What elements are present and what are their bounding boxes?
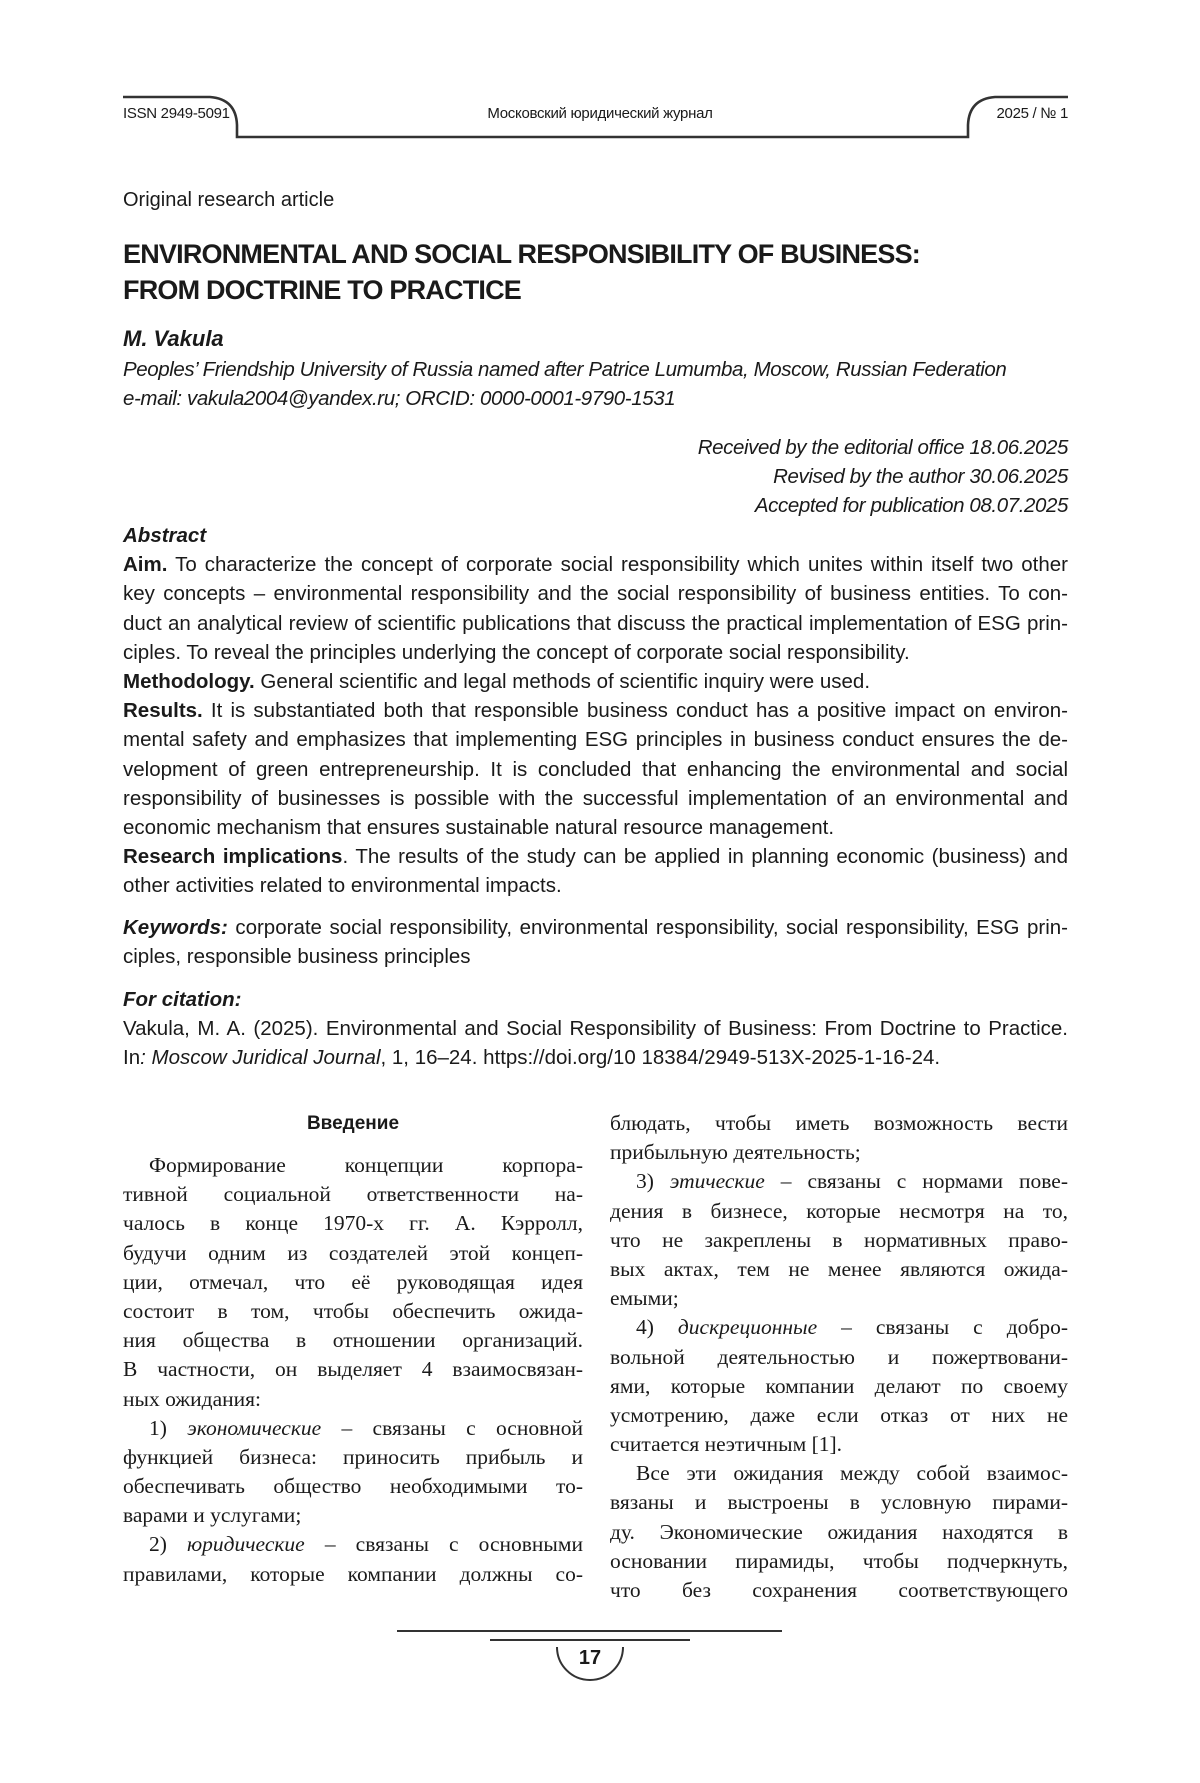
text-run: состоит в том, чтобы обеспечить ожида- [123,1299,583,1323]
issue-number: 2025 / № 1 [997,105,1068,122]
text-line-content [123,942,471,971]
text-run: 4) [636,1315,678,1339]
text-run: , 1, 16–24. https://doi.org/10 18384/2949-513X-2025-1-16-24. [381,1046,941,1069]
text-run: 1) [149,1416,187,1440]
text-run: other activities related to environmental impacts. [123,874,562,897]
text-run: . The results of the study can be applied in planning economic (business) and [342,845,1068,868]
text-line [123,1043,1068,1072]
emphasis-run: : Moscow Juridical Journal [140,1046,380,1069]
text-line-content [610,1459,1068,1488]
text-line-content [610,1518,1068,1547]
article-type: Original research article [123,189,334,212]
section-heading: Введение [123,1109,583,1138]
text-run: Все эти ожидания между собой взаимос- [636,1461,1068,1485]
text-line-content [123,1560,583,1589]
text-line [123,1151,583,1180]
text-run: варами и услугами; [123,1503,301,1527]
text-line-content [123,1043,940,1072]
text-line [123,1501,583,1530]
text-line [610,1255,1068,1284]
emphasis-run: Abstract [123,524,206,547]
text-line-content [123,1385,261,1414]
text-run: economic mechanism that ensures sustainable natural resource management. [123,816,834,839]
title-line: FROM DOCTRINE TO PRACTICE [123,272,920,308]
affiliation-line: Peoples’ Friendship University of Russia named after Patrice Lumumba, Moscow, Russian Federation [123,355,1006,384]
text-line-content [123,842,1068,871]
text-line [610,1343,1068,1372]
text-line [123,913,1068,942]
text-run: вольной деятельностью и пожертвовани- [610,1345,1068,1369]
text-line [123,550,1068,579]
text-line-content [123,813,834,842]
text-line-content [610,1313,1068,1342]
emphasis-run: этические [670,1169,765,1193]
text-line [123,842,1068,871]
text-line [123,985,1068,1014]
text-line-content [610,1255,1068,1284]
text-run: duct an analytical review of scientific publications that discuss the practical implementation of ESG prin- [123,612,1068,635]
text-run: дения в бизнесе, которые несмотря на то, [610,1199,1068,1223]
text-run: вязаны и выстроены в условную пирами- [610,1490,1068,1514]
text-line [123,1472,583,1501]
text-run: что не закреплены в нормативных право- [610,1228,1068,1252]
text-line [123,1209,583,1238]
text-line [123,755,1068,784]
text-run: ния общества в отношении организаций. [123,1328,583,1352]
text-line-content [123,1501,301,1530]
text-run: чалось в конце 1970-х гг. А. Кэрролл, [123,1211,583,1235]
text-line-content [123,1355,583,1384]
text-line [610,1313,1068,1342]
text-run: ciples. To reveal the principles underlying the concept of corporate social responsibility. [123,641,910,664]
text-line [123,1355,583,1384]
text-run: corporate social responsibility, environmental responsibility, social responsibility, ESG prin- [228,916,1068,939]
text-line [123,1530,583,1559]
text-line-content [123,638,910,667]
text-line-content [610,1372,1068,1401]
text-run: ду. Экономические ожидания находятся в [610,1520,1068,1544]
text-line-content [123,696,1068,725]
text-line-content [123,1180,583,1209]
article-title [123,236,920,308]
text-run: – связаны с нормами пове- [765,1169,1068,1193]
header-frame [0,0,1200,150]
text-line [123,1239,583,1268]
text-run: функцией бизнеса: приносить прибыль и [123,1445,583,1469]
text-line [123,942,1068,971]
text-run: ции, отмечал, что её руководящая идея [123,1270,583,1294]
text-run: – связаны с основными [305,1532,583,1556]
text-line [610,1401,1068,1430]
text-run: ных ожидания: [123,1387,261,1411]
left-column [123,1151,583,1589]
text-run: – связаны с добро- [817,1315,1068,1339]
emphasis-run: юридические [187,1532,305,1556]
text-run: тивной социальной ответственности на- [123,1182,583,1206]
emphasis-run: Research implications [123,845,342,868]
text-run: – связаны с основной [321,1416,583,1440]
text-line-content [123,579,1068,608]
abstract [123,521,1068,900]
text-run: правилами, которые компании должны со- [123,1562,583,1586]
keywords [123,913,1068,971]
emphasis-run: Results. [123,699,203,722]
text-line-content [123,550,1068,579]
text-line [123,784,1068,813]
text-run: General scientific and legal methods of scientific inquiry were used. [255,670,870,693]
text-line-content [123,755,1068,784]
text-run: прибыльную деятельность; [610,1140,861,1164]
text-line-content [123,1414,583,1443]
text-line [610,1459,1068,1488]
text-line-content [610,1401,1068,1430]
text-run: основании пирамиды, чтобы подчеркнуть, [610,1549,1068,1573]
accepted-date: Accepted for publication 08.07.2025 [698,491,1068,520]
text-run: считается неэтичным [1]. [610,1432,842,1456]
text-run: Vakula, M. A. (2025). Environmental and Social Responsibility of Business: From Doctrine to Practice. [123,1017,1068,1040]
text-line [123,696,1068,725]
text-line-content [123,725,1068,754]
text-line [610,1197,1068,1226]
text-run: ciples, responsible business principles [123,945,471,968]
text-line-content [123,1297,583,1326]
text-line [610,1547,1068,1576]
text-run: mental safety and emphasizes that implementing ESG principles in business conduct ensures the de- [123,728,1068,751]
text-run: responsibility of businesses is possible with the successful implementation of an environmental and [123,787,1068,810]
text-line [123,1560,583,1589]
revised-date: Revised by the author 30.06.2025 [698,462,1068,491]
text-line-content [123,1151,583,1180]
citation [123,985,1068,1073]
text-line [610,1226,1068,1255]
text-line-content [610,1138,861,1167]
text-line [123,1014,1068,1043]
text-line [610,1109,1068,1138]
emphasis-run: Aim. [123,553,167,576]
text-line-content [123,1472,583,1501]
journal-name: Московский юридический журнал [0,105,1200,122]
author: M. Vakula [123,326,224,352]
text-run: To characterize the concept of corporate social responsibility which unites within itself two other [167,553,1068,576]
text-line-content [123,913,1068,942]
text-line [610,1167,1068,1196]
text-line-content [610,1343,1068,1372]
text-line [123,1268,583,1297]
text-run: что без сохранения соответствующего [610,1578,1068,1602]
text-run: В частности, он выделяет 4 взаимосвязан- [123,1357,583,1381]
emphasis-run: Keywords: [123,916,228,939]
text-line [123,1180,583,1209]
text-line [123,638,1068,667]
text-line [123,1414,583,1443]
text-run: блюдать, чтобы иметь возможность вести [610,1111,1068,1135]
text-line-content [123,521,206,550]
text-line-content [610,1284,679,1313]
text-line-content [610,1226,1068,1255]
text-line-content [123,1209,583,1238]
text-line [610,1284,1068,1313]
issn: ISSN 2949-5091 [123,105,230,122]
text-run: In [123,1046,140,1069]
text-line-content [123,1014,1068,1043]
text-line [123,1385,583,1414]
text-line [123,1443,583,1472]
text-line [610,1138,1068,1167]
text-run: вых актах, тем не менее являются ожида- [610,1257,1068,1281]
text-line-content [123,1530,583,1559]
text-line [610,1518,1068,1547]
emphasis-run: Methodology. [123,670,255,693]
text-run: ями, которые компании делают по своему [610,1374,1068,1398]
text-line-content [123,871,562,900]
text-line [123,871,1068,900]
text-line-content [610,1488,1068,1517]
text-line [123,521,1068,550]
text-line-content [123,985,241,1014]
text-run: емыми; [610,1286,679,1310]
text-line-content [123,667,870,696]
text-run: обеспечивать общество необходимыми то- [123,1474,583,1498]
text-line-content [123,1443,583,1472]
text-run: будучи одним из создателей этой концеп- [123,1241,583,1265]
text-line-content [610,1197,1068,1226]
text-line [610,1372,1068,1401]
text-line-content [610,1547,1068,1576]
emphasis-run: For citation: [123,988,241,1011]
received-date: Received by the editorial office 18.06.2025 [698,433,1068,462]
text-line-content [123,609,1068,638]
page-number: 17 [560,1647,620,1670]
text-line-content [123,784,1068,813]
email-orcid: e-mail: vakula2004@yandex.ru; ORCID: 0000-0001-9790-1531 [123,384,1006,413]
text-line [123,667,1068,696]
text-line [123,725,1068,754]
emphasis-run: дискреционные [678,1315,817,1339]
text-line-content [123,1268,583,1297]
text-line [123,1297,583,1326]
text-line [610,1430,1068,1459]
text-line [123,609,1068,638]
right-column [610,1109,1068,1605]
text-run: key concepts – environmental responsibility and the social responsibility of business entities. To con- [123,582,1068,605]
text-line [610,1488,1068,1517]
title-line: ENVIRONMENTAL AND SOCIAL RESPONSIBILITY OF BUSINESS: [123,236,920,272]
emphasis-run: экономические [187,1416,321,1440]
text-line-content [610,1430,842,1459]
text-run: It is substantiated both that responsible business conduct has a positive impact on environ- [203,699,1068,722]
text-run: усмотрению, даже если отказ от них не [610,1403,1068,1427]
text-run: velopment of green entrepreneurship. It is concluded that enhancing the environmental and social [123,758,1068,781]
text-run: 2) [149,1532,187,1556]
text-line [123,579,1068,608]
text-line-content [123,1326,583,1355]
text-run: Формирование концепции корпора- [149,1153,583,1177]
affiliation [123,355,1006,413]
text-run: 3) [636,1169,670,1193]
text-line [123,1326,583,1355]
text-line-content [123,1239,583,1268]
text-line-content [610,1109,1068,1138]
editorial-dates [698,433,1068,521]
text-line [123,813,1068,842]
text-line-content [610,1167,1068,1196]
